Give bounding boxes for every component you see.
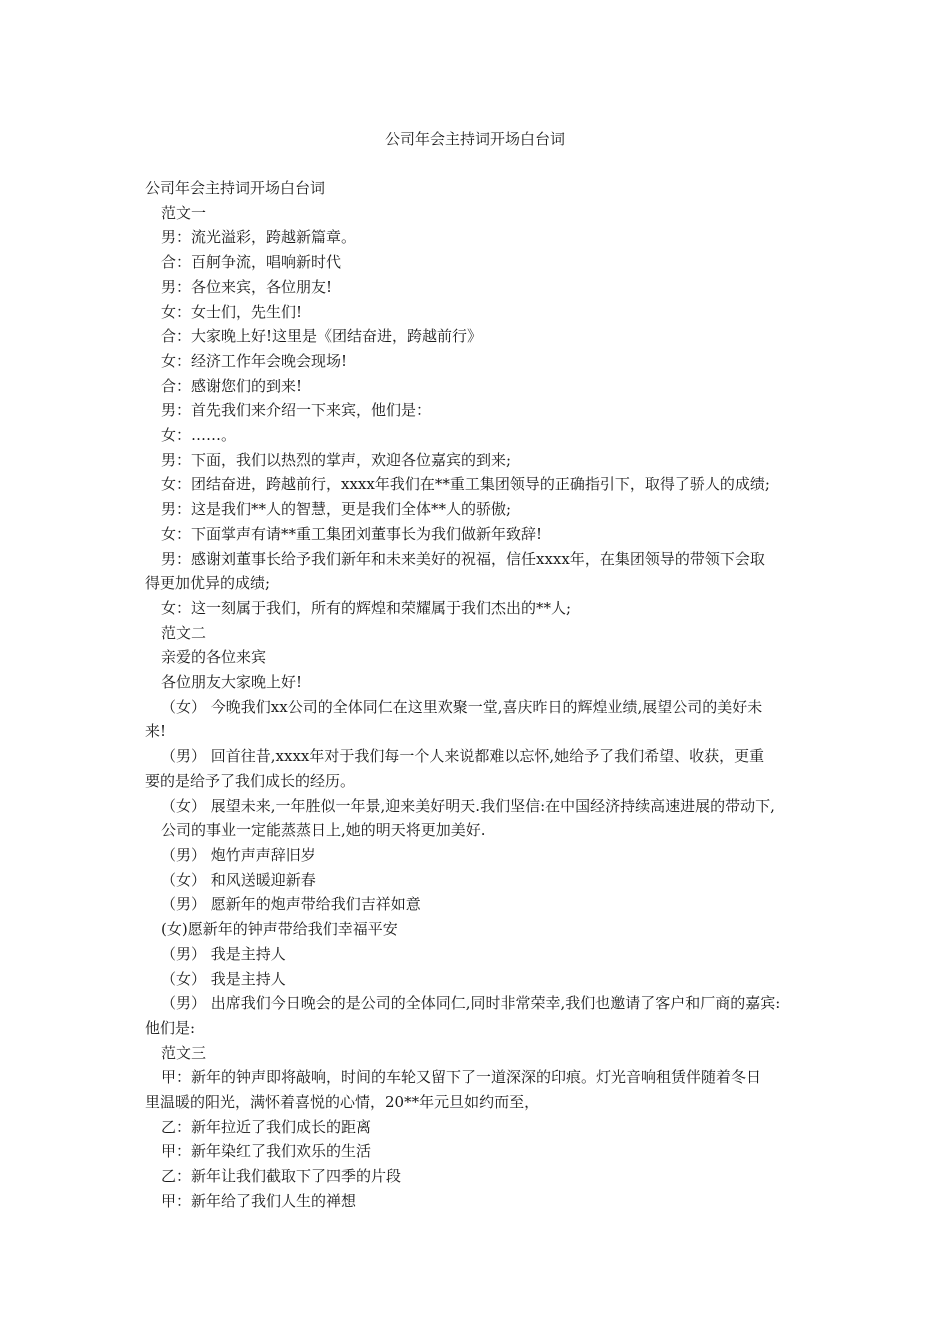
paragraph-line: （男） 愿新年的炮声带给我们吉祥如意 — [161, 895, 421, 914]
paragraph-line: 各位朋友大家晚上好! — [161, 673, 303, 692]
paragraph-line: 公司年会主持词开场白台词 — [145, 179, 326, 197]
paragraph-line: 合：百舸争流，唱响新时代 — [161, 253, 342, 272]
paragraph-line: 范文三 — [161, 1043, 207, 1062]
paragraph-line: （男） 回首往昔,xxxx年对于我们每一个人来说都难以忘怀,她给予了我们希望、收获，更重 — [161, 747, 765, 766]
paragraph-line: 要的是给予了我们成长的经历。 — [145, 771, 356, 790]
paragraph-line: （男） 我是主持人 — [161, 944, 286, 963]
paragraph-line: (女)愿新年的钟声带给我们幸福平安 — [161, 920, 398, 939]
paragraph-line: 男：流光溢彩，跨越新篇章。 — [161, 228, 357, 247]
paragraph-line: 他们是: — [145, 1018, 196, 1037]
paragraph-line: 女：经济工作年会晚会现场! — [161, 351, 348, 370]
paragraph-line: 女：女士们，先生们! — [161, 302, 303, 321]
paragraph-line: 来! — [145, 722, 167, 741]
paragraph-line: 女：这一刻属于我们，所有的辉煌和荣耀属于我们杰出的**人; — [161, 598, 572, 617]
paragraph-line: 女：团结奋进，跨越前行，xxxx年我们在**重工集团领导的正确指引下，取得了骄人的成绩; — [161, 475, 770, 494]
paragraph-line: 女：……。 — [161, 426, 237, 445]
paragraph-line: （男） 出席我们今日晚会的是公司的全体同仁,同时非常荣幸,我们也邀请了客户和厂商的嘉宾: — [161, 994, 781, 1013]
paragraph-line: （女） 我是主持人 — [161, 969, 286, 988]
paragraph-line: 男：下面，我们以热烈的掌声，欢迎各位嘉宾的到来; — [161, 450, 512, 469]
document-body — [145, 176, 815, 1214]
paragraph-line: （男） 炮竹声声辞旧岁 — [161, 845, 316, 864]
paragraph-line: 合：感谢您们的到来! — [161, 376, 303, 395]
paragraph-line: 乙：新年拉近了我们成长的距离 — [161, 1117, 372, 1136]
paragraph-line: 亲爱的各位来宾 — [161, 648, 267, 667]
paragraph-line: 甲：新年染红了我们欢乐的生活 — [161, 1142, 372, 1161]
paragraph-line: 甲：新年给了我们人生的禅想 — [161, 1191, 357, 1210]
paragraph-line: 范文二 — [161, 623, 207, 642]
paragraph-line: （女） 和风送暖迎新春 — [161, 870, 316, 889]
paragraph-line: 里温暖的阳光，满怀着喜悦的心情，20**年元旦如约而至， — [145, 1093, 540, 1112]
paragraph-line: 男：各位来宾，各位朋友! — [161, 277, 333, 296]
paragraph-line: 男：这是我们**人的智慧，更是我们全体**人的骄傲; — [161, 500, 512, 519]
paragraph-line: 公司的事业一定能蒸蒸日上,她的明天将更加美好. — [161, 821, 486, 840]
paragraph-line: 合：大家晚上好!这里是《团结奋进，跨越前行》 — [161, 327, 483, 346]
paragraph-line: （女） 今晚我们xx公司的全体同仁在这里欢聚一堂,喜庆昨日的辉煌业绩,展望公司的美好未 — [161, 697, 763, 716]
paragraph-line: （女） 展望未来,一年胜似一年景,迎来美好明天.我们坚信:在中国经济持续高速进展的带动下, — [161, 796, 775, 815]
document-title: 公司年会主持词开场白台词 — [384, 130, 565, 148]
paragraph-line: 甲：新年的钟声即将敲响，时间的车轮又留下了一道深深的印痕。灯光音响租赁伴随着冬日 — [161, 1068, 762, 1087]
paragraph-line: 得更加优异的成绩; — [145, 574, 271, 593]
paragraph-line: 男：首先我们来介绍一下来宾，他们是： — [161, 401, 432, 420]
paragraph-line: 范文一 — [161, 203, 207, 222]
paragraph-line: 男：感谢刘董事长给予我们新年和未来美好的祝福，信任xxxx年，在集团领导的带领下会取 — [161, 549, 765, 568]
paragraph-line: 女：下面掌声有请**重工集团刘董事长为我们做新年致辞! — [161, 524, 543, 543]
paragraph-line: 乙：新年让我们截取下了四季的片段 — [161, 1167, 402, 1186]
